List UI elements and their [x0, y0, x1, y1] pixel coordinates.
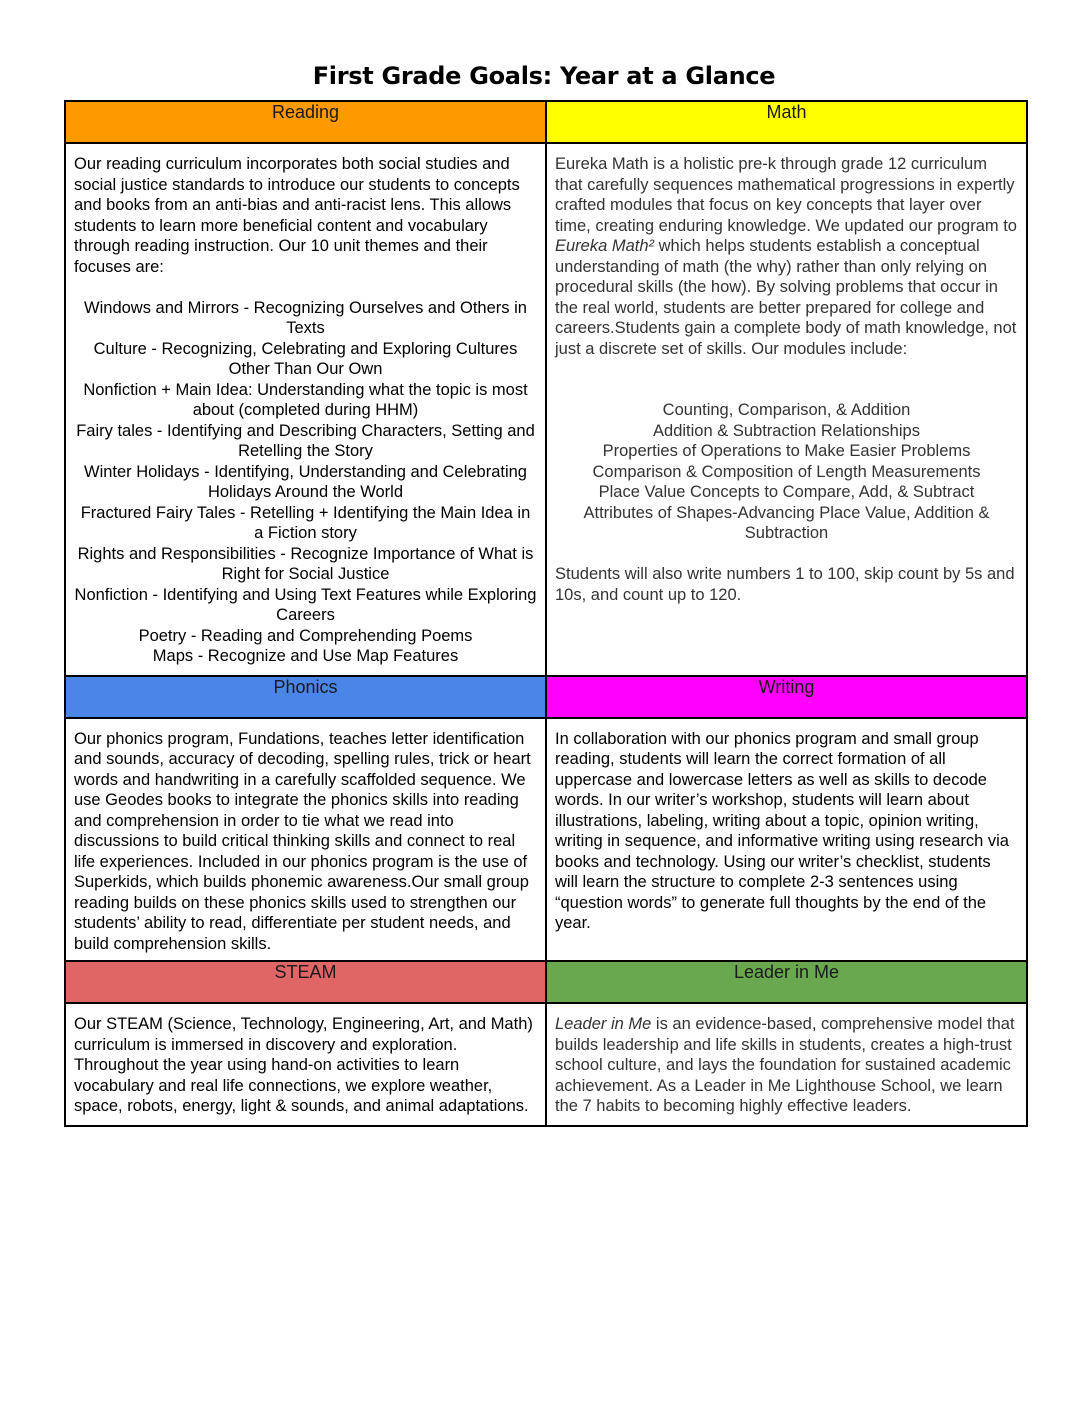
phonics-header: Phonics	[65, 676, 546, 718]
leader-header: Leader in Me	[546, 961, 1027, 1003]
reading-unit-item: Rights and Responsibilities - Recognize Importance of What is Right for Social Justice	[77, 544, 534, 583]
leader-cell	[546, 1003, 1027, 1126]
reading-unit-item: Fairy tales - Identifying and Describing Characters, Setting and Retelling the Story	[76, 421, 535, 460]
steam-body: Our STEAM (Science, Technology, Engineering, Art, and Math) curriculum is immersed in discovery and exploration. Throughout the year using hand-on activities to learn vocabulary and real life connections, we explore weather, space, robots, energy, light & sounds, and animal adaptations.	[74, 1015, 533, 1115]
reading-unit-item: Maps - Recognize and Use Map Features	[152, 647, 459, 665]
math-module-item: Properties of Operations to Make Easier Problems	[602, 442, 971, 460]
math-module-item: Attributes of Shapes-Advancing Place Value, Addition & Subtraction	[583, 503, 990, 542]
reading-unit-item: Poetry - Reading and Comprehending Poems	[138, 626, 473, 645]
math-intro: Eureka Math is a holistic pre-k through grade 12 curriculum that carefully sequences mathematical progressions in expertly crafted modules that focus on key concepts that layer over time, creating enduring knowledge. We updated our program to Eureka Math² which helps students establish a conceptual understanding of math (the why) rather than only relying on procedural skills (the how). By solving problems that occur in the real world, students are better prepared for college and careers.Students gain a complete body of math knowledge, not just a discrete set of skills. Our modules include:	[555, 155, 1017, 358]
math-module-item: Comparison & Composition of Length Measurements	[592, 462, 981, 481]
steam-cell	[65, 1003, 546, 1126]
eureka-math2-title: Eureka Math²	[555, 237, 655, 255]
math-module-item: Addition & Subtraction Relationships	[653, 421, 920, 440]
reading-unit-item: Culture - Recognizing, Celebrating and Exploring Cultures Other Than Our Own	[93, 339, 518, 378]
reading-unit-item: Windows and Mirrors - Recognizing Ourselves and Others in Texts	[84, 298, 527, 337]
writing-header: Writing	[546, 676, 1027, 718]
math-modules-list	[555, 400, 1018, 544]
page-title: First Grade Goals: Year at a Glance	[312, 62, 776, 90]
reading-unit-item: Fractured Fairy Tales - Retelling + Identifying the Main Idea in a Fiction story	[80, 503, 531, 542]
reading-cell	[65, 143, 546, 676]
math-header: Math	[546, 101, 1027, 143]
reading-header: Reading	[65, 101, 546, 143]
reading-intro: Our reading curriculum incorporates both social studies and social justice standards to introduce our students to concepts and books from an anti-bias and anti-racist lens. This allows students to learn more beneficial content and vocabulary through reading instruction. Our 10 unit themes and their focuses are:	[74, 155, 520, 276]
writing-cell	[546, 718, 1027, 962]
reading-unit-item: Nonfiction - Identifying and Using Text Features while Exploring Careers	[74, 585, 537, 624]
math-module-item: Counting, Comparison, & Addition	[662, 401, 911, 419]
leader-body: Leader in Me is an evidence-based, comprehensive model that builds leadership and life skills in students, creates a high-trust school culture, and lays the foundation for sustained academic achievement. As a Leader in Me Lighthouse School, we learn the 7 habits to becoming highly effective leaders.	[555, 1015, 1015, 1115]
reading-unit-item: Nonfiction + Main Idea: Understanding what the topic is most about (completed during HHM)	[83, 380, 528, 419]
reading-unit-item: Winter Holidays - Identifying, Understanding and Celebrating Holidays Around the World	[84, 462, 527, 501]
steam-header: STEAM	[65, 961, 546, 1003]
writing-body: In collaboration with our phonics program and small group reading, students will learn the correct formation of all uppercase and lowercase letters as well as skills to decode words. In our writer’s workshop, students will learn about illustrations, labeling, writing about a topic, opinion writing, writing in sequence, and informative writing using research via books and technology. Using our writer’s checklist, students will learn the structure to complete 2-3 sentences using “question words” to generate full thoughts by the end of the year.	[555, 729, 1009, 932]
math-cell	[546, 143, 1027, 676]
math-module-item: Place Value Concepts to Compare, Add, & Subtract	[598, 483, 975, 501]
goals-table	[64, 100, 1028, 1127]
phonics-body: Our phonics program, Fundations, teaches letter identification and sounds, accuracy of decoding, spelling rules, trick or heart words and handwriting in a carefully scaffolded sequence. We use Geodes books to integrate the phonics skills into reading and comprehension in order to tie what we read into discussions to build critical thinking skills and connect to real life experiences. Included in our phonics program is the use of Superkids, which builds phonemic awareness.Our small group reading builds on these phonics skills used to strengthen our students’ ability to read, differentiate per student needs, and build comprehension skills.	[74, 729, 531, 953]
phonics-cell	[65, 718, 546, 962]
math-closing: Students will also write numbers 1 to 100, skip count by 5s and 10s, and count up to 120.	[555, 565, 1015, 604]
reading-units-list	[74, 298, 537, 667]
